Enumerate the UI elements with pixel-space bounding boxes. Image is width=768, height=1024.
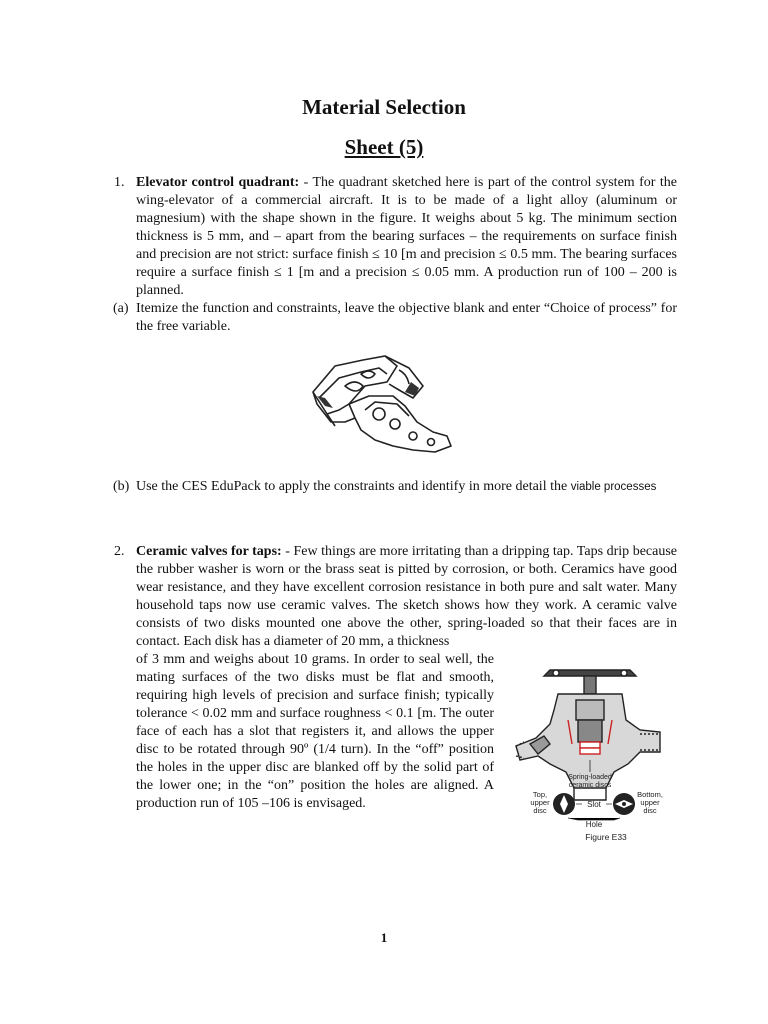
label-bottom: Bottom, (637, 790, 663, 799)
sheet-subtitle: Sheet (5) (344, 135, 424, 159)
part-b-main: Use the CES EduPack to apply the constraints and identify in more detail the (136, 479, 568, 494)
label-top: Top, (532, 790, 548, 799)
label-bottom-upper: upper (640, 798, 660, 807)
question-1-heading: Elevator control quadrant: (136, 175, 300, 190)
label-top-disc: disc (533, 806, 547, 815)
question-2-body-full (136, 543, 677, 651)
label-bottom-disc: disc (643, 806, 657, 815)
ceramic-valve-figure (510, 660, 670, 845)
question-2-number: 2. (114, 544, 125, 559)
label-spring-loaded: Spring-loaded (568, 774, 612, 781)
label-top-upper: upper (530, 798, 550, 807)
page-number: 1 (380, 930, 388, 945)
question-1-text: - The quadrant sketched here is part of the control system for the wing-elevator of a commercial aircraft. It is to be made of a light alloy (aluminum or magnesium) with the shape shown in the figure. It weighs about 5 kg. The minimum section thickness is 5 mm, and – apart from the bearing surfaces – the requirements on surface finish and precision are not strict: surface finish ≤ 10 [m and precision ≤ 0.5 mm. The bearing surfaces require a surface finish ≤ 1 [m and a precision ≤ 0.05 mm. A production run of 100 – 200 is planned. (136, 175, 677, 298)
question-1-number: 1. (114, 175, 125, 190)
part-b-tail: viable processes (570, 481, 657, 493)
label-hole: Hole (585, 820, 603, 829)
part-b-text (136, 478, 677, 496)
label-slot: Slot (587, 800, 601, 809)
question-2-body-narrow: of 3 mm and weighs about 10 grams. In order to seal well, the mating surfaces of the two disks must be flat and smooth, requiring high levels of precision and surface finish; typically tolerance < 0.02 mm and surface roughness < 0.1 [m. The outer face of each has a slot that registers it, and allows the upper disc to be rotated through 90º (1/4 turn). In the “off” position the holes in the upper disc are blanked off by the solid part of the lower one; in the “on” position the holes are aligned. A production run of 105 –106 is envisaged. (136, 652, 494, 811)
figure-caption: Figure E33 (585, 832, 627, 842)
page-title: Material Selection (302, 95, 466, 119)
question-1-body (136, 174, 677, 300)
part-a-label: (a) (113, 301, 129, 316)
question-2-heading: Ceramic valves for taps: (136, 544, 282, 559)
question-2-text: - Few things are more irritating than a dripping tap. Taps drip because the rubber washer is worn or the brass seat is pitted by corrosion, or both. Ceramics have good wear resistance, and they have excellent corrosion resistance in both pure and salt water. Many household taps now use ceramic valves. The sketch shows how they work. A ceramic valve consists of two disks mounted one above the other, spring-loaded so that their faces are in contact. Each disk has a diameter of 20 mm, a thickness (136, 544, 677, 649)
part-a-text: Itemize the function and constraints, leave the objective blank and enter “Choice of process” for the free variable. (136, 301, 677, 334)
elevator-quadrant-figure (305, 352, 457, 462)
label-ceramic-discs: ceramic discs (568, 782, 612, 789)
part-b-label: (b) (113, 479, 130, 494)
